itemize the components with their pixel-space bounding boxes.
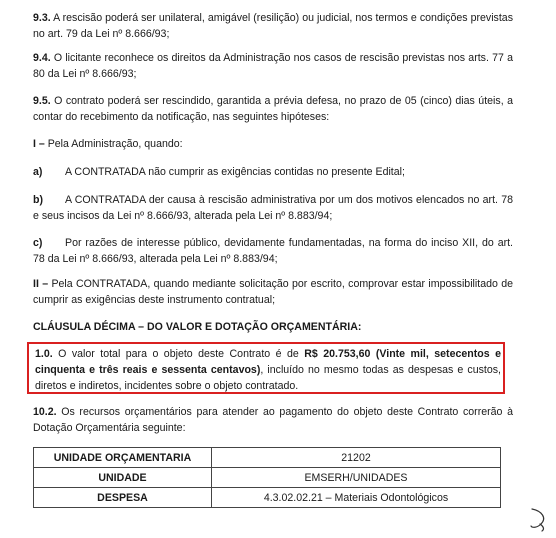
budget-table [33,447,501,508]
initials-mark-icon [528,506,550,532]
paragraph-administration [33,136,513,152]
paragraph-9-5 [33,93,513,125]
clause-heading: CLÁUSULA DÉCIMA – DO VALOR E DOTAÇÃO ORÇAMENTÁRIA: [33,321,362,333]
paragraph-9-3 [33,10,513,42]
item-text: A CONTRATADA der causa à rescisão administrativa por um dos motivos elencados no art. 78 e seus incisos da Lei nº 8.666/93, alterada pela Lei nº 8.883/94; [33,194,513,222]
clause-text: O licitante reconhece os direitos da Administração nos casos de rescisão previstas nos arts. 77 a 80 da Lei nº 8.666/93; [33,52,513,80]
table-row [34,468,501,488]
clause-number: II – [33,278,49,290]
table-row [34,488,501,508]
clause-text: Os recursos orçamentários para atender ao pagamento do objeto deste Contrato correrão à Dotação Orçamentária seguinte: [33,406,513,434]
item-a [33,164,513,180]
clause-text: A rescisão poderá ser unilateral, amigável (resilição) ou judicial, nos termos e condições previstas no art. 79 da Lei nº 8.666/93; [33,12,513,40]
clause-text: O contrato poderá ser rescindido, garantida a prévia defesa, no prazo de 05 (cinco) dias úteis, a contar do recebimento da notificação, nas seguintes hipóteses: [33,95,513,123]
item-c [33,235,513,267]
paragraph-10-2 [33,404,513,436]
item-text: Por razões de interesse público, devidamente fundamentadas, na forma do inciso XII, do art. 78 da Lei nº 8.666/93, alterada pela Lei nº 8.883/94; [33,237,513,265]
clause-number: 1.0. [35,348,53,360]
table-value: 21202 [212,448,501,468]
paragraph-1-0 [35,346,501,394]
table-value: 4.3.02.02.21 – Materiais Odontológicos [212,488,501,508]
clause-number: 9.4. [33,52,51,64]
clause-number: 9.5. [33,95,51,107]
paragraph-contratada [33,276,513,308]
item-text: A CONTRATADA não cumprir as exigências contidas no presente Edital; [65,166,405,178]
contract-amount: R$ 20.753,60 (Vinte mil, setecentos e cinquenta e três reais e sessenta centavos) [35,348,501,376]
item-letter: b) [33,194,43,206]
table-row [34,448,501,468]
clause-text: O valor total para o objeto deste Contrato é de [52,348,305,360]
item-b [33,192,513,224]
clause-number: 10.2. [33,406,57,418]
item-letter: c) [33,237,43,249]
clause-text: Pela CONTRATADA, quando mediante solicitação por escrito, comprovar estar impossibilitado de cumprir as exigências deste instrumento contratual; [33,278,513,306]
clause-number: 9.3. [33,12,51,24]
table-label: DESPESA [34,488,212,508]
clause-text: Pela Administração, quando: [44,138,183,150]
table-label: UNIDADE ORÇAMENTARIA [34,448,212,468]
clause-text: , incluído no mesmo todas as despesas e custos, diretos e indiretos, incidentes sobre o objeto contratado. [35,364,501,392]
table-value: EMSERH/UNIDADES [212,468,501,488]
paragraph-9-4 [33,50,513,82]
clause-number: I – [33,138,45,150]
table-label: UNIDADE [34,468,212,488]
item-letter: a) [33,166,43,178]
